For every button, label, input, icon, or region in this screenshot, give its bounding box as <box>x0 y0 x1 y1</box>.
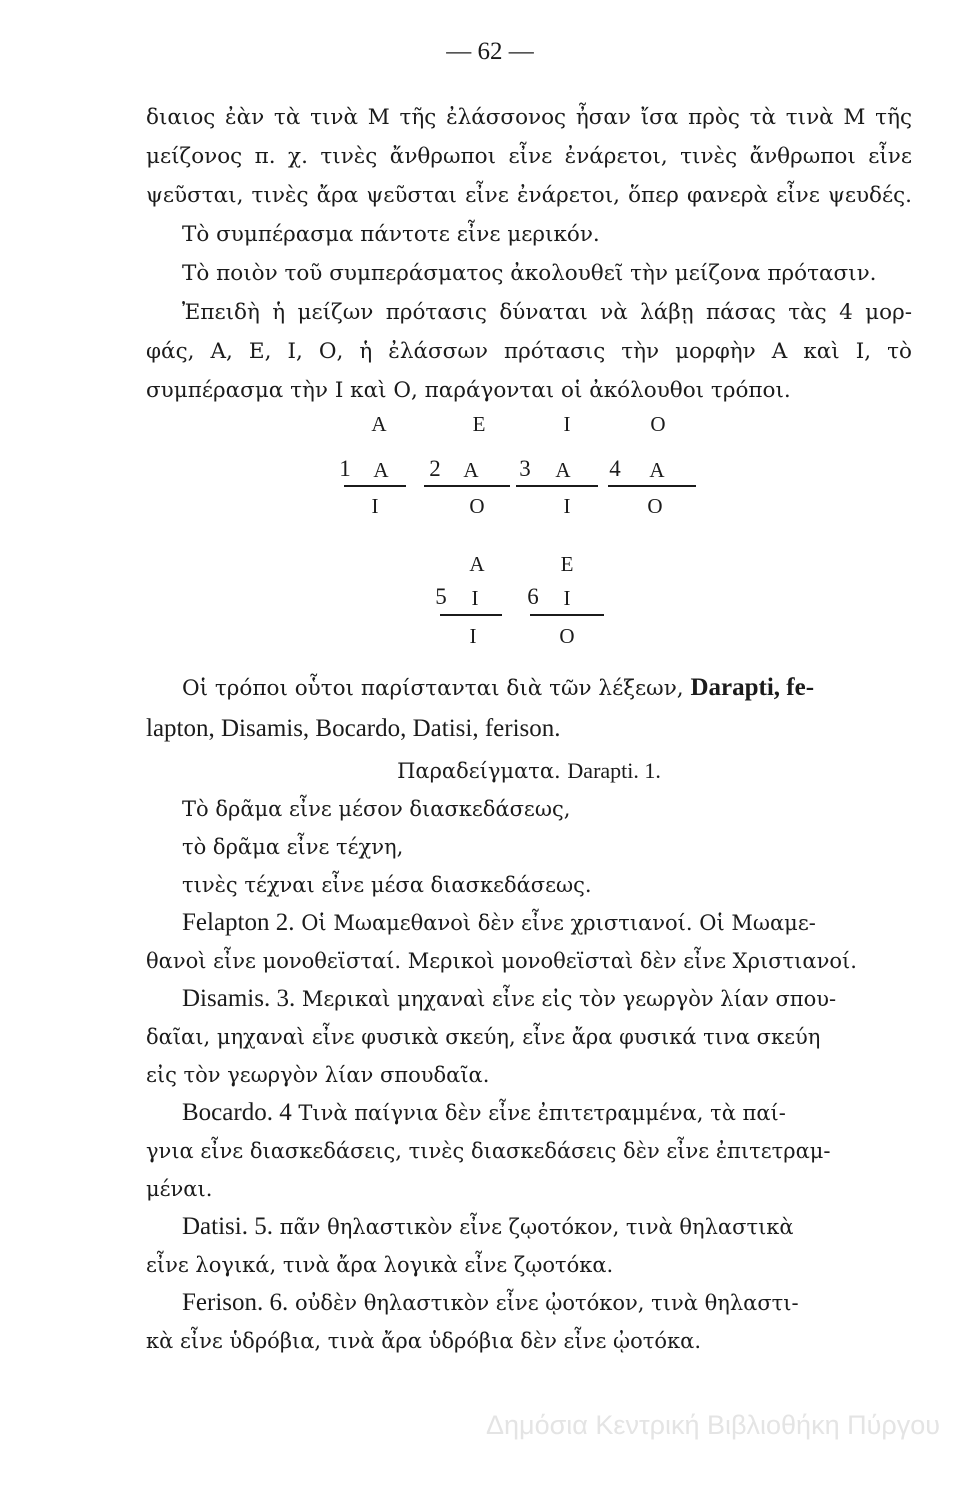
text-line: Ἐπειδὴ ἡ μείζων πρότασις δύναται νὰ λάβῃ πάσας τὰς 4 μορ- <box>182 300 912 325</box>
diagram-top-letter: Ε <box>560 552 574 576</box>
darapti-line: Τὸ δρᾶμα εἶνε μέσον διασκεδάσεως, <box>182 797 571 821</box>
text-line: διαιος ἐὰν τὰ τινὰ Μ τῆς ἐλάσσονος ἦσαν ἴσα πρὸς τὰ τινὰ Μ τῆς <box>146 105 912 130</box>
text-line: μείζονος π. χ. τινὲς ἄνθρωποι εἶνε ἐνάρετοι, τινὲς ἄνθρωποι εἶνε <box>146 144 912 169</box>
felapton-line <box>182 904 912 942</box>
mode-name: Bocardo. 4 <box>182 1099 292 1126</box>
diagram-bar <box>440 614 502 616</box>
diagram-bar <box>608 485 696 487</box>
modes-paragraph <box>146 668 912 749</box>
diagram-bar <box>516 485 598 487</box>
darapti-line: τινὲς τέχναι εἶνε μέσα διασκεδάσεως. <box>182 873 592 897</box>
mode-name: Ferison. 6. <box>182 1289 289 1316</box>
darapti-line: τὸ δρᾶμα εἶνε τέχνη, <box>182 835 404 859</box>
bocardo-line: μέναι. <box>146 1177 213 1201</box>
mode-name: Felapton 2. <box>182 909 295 936</box>
modes-names-latin: Darapti, fe- <box>690 674 815 701</box>
diagram-top-letter: Α <box>371 412 387 436</box>
examples-section <box>146 752 912 1360</box>
ferison-line <box>182 1284 912 1322</box>
diagram-top-letter: Α <box>469 552 485 576</box>
examples-heading-mode: Darapti. 1. <box>567 758 661 783</box>
disamis-line: εἰς τὸν γεωργὸν λίαν σπουδαῖα. <box>146 1063 490 1087</box>
intro-paragraph <box>146 98 912 410</box>
ferison-line: κὰ εἶνε ὑδρόβια, τινὰ ἄρα ὑδρόβια δὲν εἶνε ᾠοτόκα. <box>146 1329 702 1353</box>
text-line: Τὸ συμπέρασμα πάντοτε εἶνε μερικόν. <box>182 222 600 247</box>
examples-heading <box>146 752 912 790</box>
diagram-bottom-letter: Ι <box>469 624 477 648</box>
example-text: Μερικαὶ μηχαναὶ εἶνε εἰς τὸν γεωργὸν λίαν σπου- <box>301 987 837 1011</box>
diagram-bottom-letter: Ι <box>371 494 379 518</box>
example-text: Τινὰ παίγνια δὲν εἶνε ἐπιτετραμμένα, τὰ παί- <box>298 1101 786 1125</box>
diagram-top-letter: Ε <box>472 412 486 436</box>
example-text: πᾶν θηλαστικὸν εἶνε ζῳοτόκον, τινὰ θηλαστικὰ <box>279 1215 794 1239</box>
diagram-mode-number: 3 <box>519 456 531 481</box>
diagram-mid-letter: Α <box>373 458 389 482</box>
diagram-bar <box>424 485 510 487</box>
datisi-line: εἶνε λογικά, τινὰ ἄρα λογικὰ εἶνε ζῳοτόκα. <box>146 1253 614 1277</box>
diagram-mid-letter: Ι <box>563 586 571 610</box>
diagram-top-letter: Ο <box>650 412 666 436</box>
page-number: — 62 — <box>446 38 534 65</box>
bocardo-line: γνια εἶνε διασκεδάσεις, τινὲς διασκεδάσεις δὲν εἶνε ἐπιτετραμ- <box>146 1139 831 1163</box>
diagram-mode-number: 2 <box>429 456 441 481</box>
example-text: οὐδὲν θηλαστικὸν εἶνε ᾠοτόκον, τινὰ θηλαστι- <box>294 1291 799 1315</box>
library-watermark: Δημόσια Κεντρική Βιβλιοθήκη Πύργου <box>486 1410 940 1440</box>
diagram-bar <box>530 614 604 616</box>
text-line: φάς, Α, Ε, Ι, Ο, ἡ ἐλάσσων πρότασις τὴν μορφὴν Α καὶ Ι, τὸ <box>146 339 912 364</box>
diagram-bottom-letter: Ο <box>469 494 485 518</box>
datisi-line <box>182 1208 912 1246</box>
diagram-mid-letter: Α <box>555 458 571 482</box>
diagram-mode-number: 4 <box>609 456 621 481</box>
diagram-bar <box>344 485 406 487</box>
text-line: Τὸ ποιὸν τοῦ συμπεράσματος ἀκολουθεῖ τὴν μείζονα πρότασιν. <box>182 261 877 286</box>
diagram-mid-letter: Α <box>463 458 479 482</box>
disamis-line <box>182 980 912 1018</box>
modes-names-latin: lapton, Disamis, Bocardo, Datisi, ferison. <box>146 715 561 742</box>
diagram-mid-letter: Α <box>649 458 665 482</box>
diagram-bottom-letter: Ο <box>559 624 575 648</box>
diagram-bottom-letter: Ο <box>647 494 663 518</box>
disamis-line: δαῖαι, μηχαναὶ εἶνε φυσικὰ σκεύη, εἶνε ἄρα φυσικά τινα σκεύη <box>146 1025 821 1049</box>
example-text: Οἱ Μωαμεθανοὶ δὲν εἶνε χριστιανοί. Οἱ Μωαμε- <box>301 911 816 935</box>
diagram-bottom-letter: Ι <box>563 494 571 518</box>
felapton-line: θανοὶ εἶνε μονοθεϊσταί. Μερικοὶ μονοθεϊσταὶ δὲν εἶνε Χριστιανοί. <box>146 949 857 973</box>
diagram-mode-number: 5 <box>435 584 447 609</box>
modes-intro-greek: Οἱ τρόποι οὗτοι παρίστανται διὰ τῶν λέξεων, <box>182 676 684 701</box>
diagram-top-letter: Ι <box>563 412 571 436</box>
mode-name: Datisi. 5. <box>182 1213 273 1240</box>
bocardo-line <box>182 1094 912 1132</box>
diagram-mode-number: 6 <box>527 584 539 609</box>
diagram-mode-number: 1 <box>339 456 351 481</box>
text-line <box>146 668 912 709</box>
examples-heading-greek: Παραδείγματα. <box>397 759 561 783</box>
text-line: συμπέρασμα τὴν Ι καὶ Ο, παράγονται οἱ ἀκόλουθοι τρόποι. <box>146 378 791 403</box>
text-line: ψεῦσται, τινὲς ἄρα ψεῦσται εἶνε ἐνάρετοι, ὅπερ φανερὰ εἶνε ψευδές. <box>146 183 912 208</box>
mode-name: Disamis. 3. <box>182 985 296 1012</box>
diagram-mid-letter: Ι <box>471 586 479 610</box>
